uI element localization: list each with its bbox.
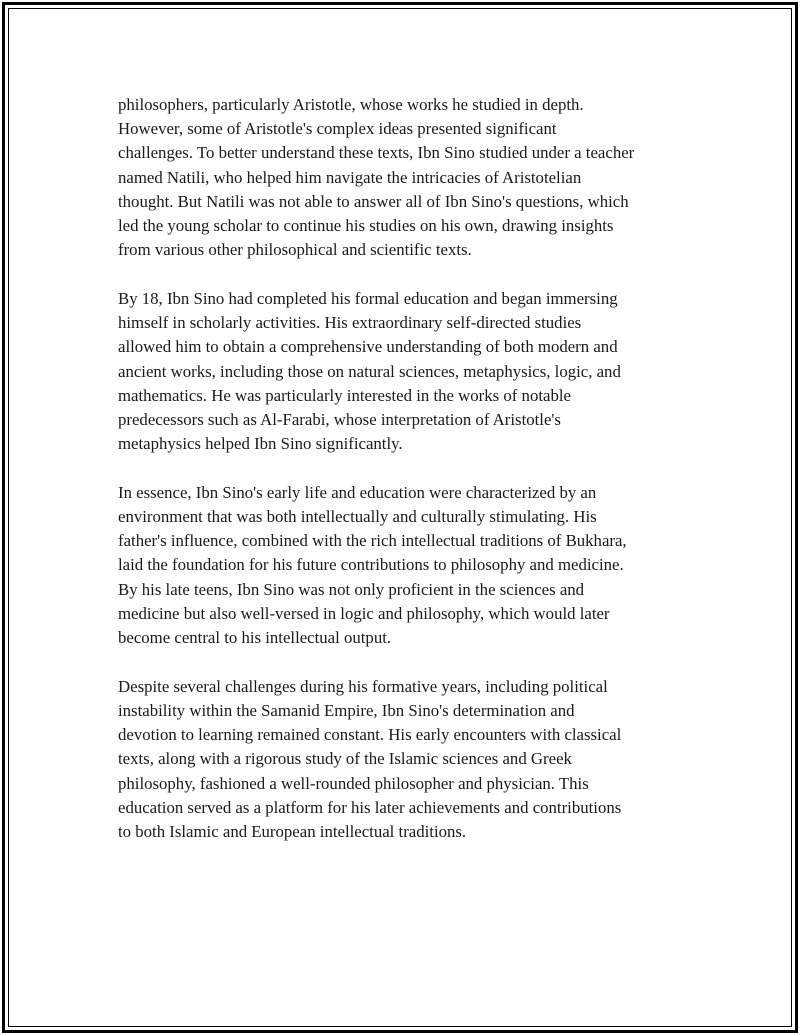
text-line: devotion to learning remained constant. His early encounters with classical xyxy=(118,725,622,745)
text-line: ancient works, including those on natural sciences, metaphysics, logic, and xyxy=(118,361,621,381)
text-line: texts, along with a rigorous study of the Islamic sciences and Greek xyxy=(118,749,572,769)
text-line: medicine but also well-versed in logic and philosophy, which would later xyxy=(118,603,610,623)
text-line: environment that was both intellectually and culturally stimulating. His xyxy=(118,507,597,527)
text-line: However, some of Aristotle's complex ideas presented significant xyxy=(118,119,557,139)
text-line: metaphysics helped Ibn Sino significantly. xyxy=(118,434,403,454)
text-line: philosophy, fashioned a well-rounded philosopher and physician. This xyxy=(118,773,589,793)
text-line: mathematics. He was particularly interested in the works of notable xyxy=(118,385,571,405)
text-line: laid the foundation for his future contributions to philosophy and medicine. xyxy=(118,555,624,575)
text-line: led the young scholar to continue his studies on his own, drawing insights xyxy=(118,216,614,236)
text-line: By his late teens, Ibn Sino was not only proficient in the sciences and xyxy=(118,579,585,599)
text-line: By 18, Ibn Sino had completed his formal education and began immersing xyxy=(118,288,618,308)
text-line: thought. But Natili was not able to answer all of Ibn Sino's questions, which xyxy=(118,191,629,211)
document-body xyxy=(118,93,698,869)
paragraph-2 xyxy=(118,287,698,456)
text-line: challenges. To better understand these texts, Ibn Sino studied under a teacher xyxy=(118,143,635,163)
text-line: Despite several challenges during his formative years, including political xyxy=(118,676,608,696)
text-line: In essence, Ibn Sino's early life and education were characterized by an xyxy=(118,482,597,502)
text-line: from various other philosophical and scientific texts. xyxy=(118,240,472,260)
text-line: himself in scholarly activities. His extraordinary self-directed studies xyxy=(118,313,582,333)
text-line: to both Islamic and European intellectual traditions. xyxy=(118,821,467,841)
text-line: instability within the Samanid Empire, Ibn Sino's determination and xyxy=(118,700,575,720)
text-line: education served as a platform for his later achievements and contributions xyxy=(118,797,622,817)
text-line: father's influence, combined with the rich intellectual traditions of Bukhara, xyxy=(118,531,627,551)
text-line: become central to his intellectual output. xyxy=(118,628,392,648)
paragraph-1 xyxy=(118,93,698,262)
text-line: named Natili, who helped him navigate the intricacies of Aristotelian xyxy=(118,167,582,187)
text-line: allowed him to obtain a comprehensive understanding of both modern and xyxy=(118,337,618,357)
paragraph-3 xyxy=(118,481,698,650)
text-line: philosophers, particularly Aristotle, whose works he studied in depth. xyxy=(118,95,584,114)
text-line: predecessors such as Al-Farabi, whose interpretation of Aristotle's xyxy=(118,409,561,429)
paragraph-4 xyxy=(118,675,698,844)
